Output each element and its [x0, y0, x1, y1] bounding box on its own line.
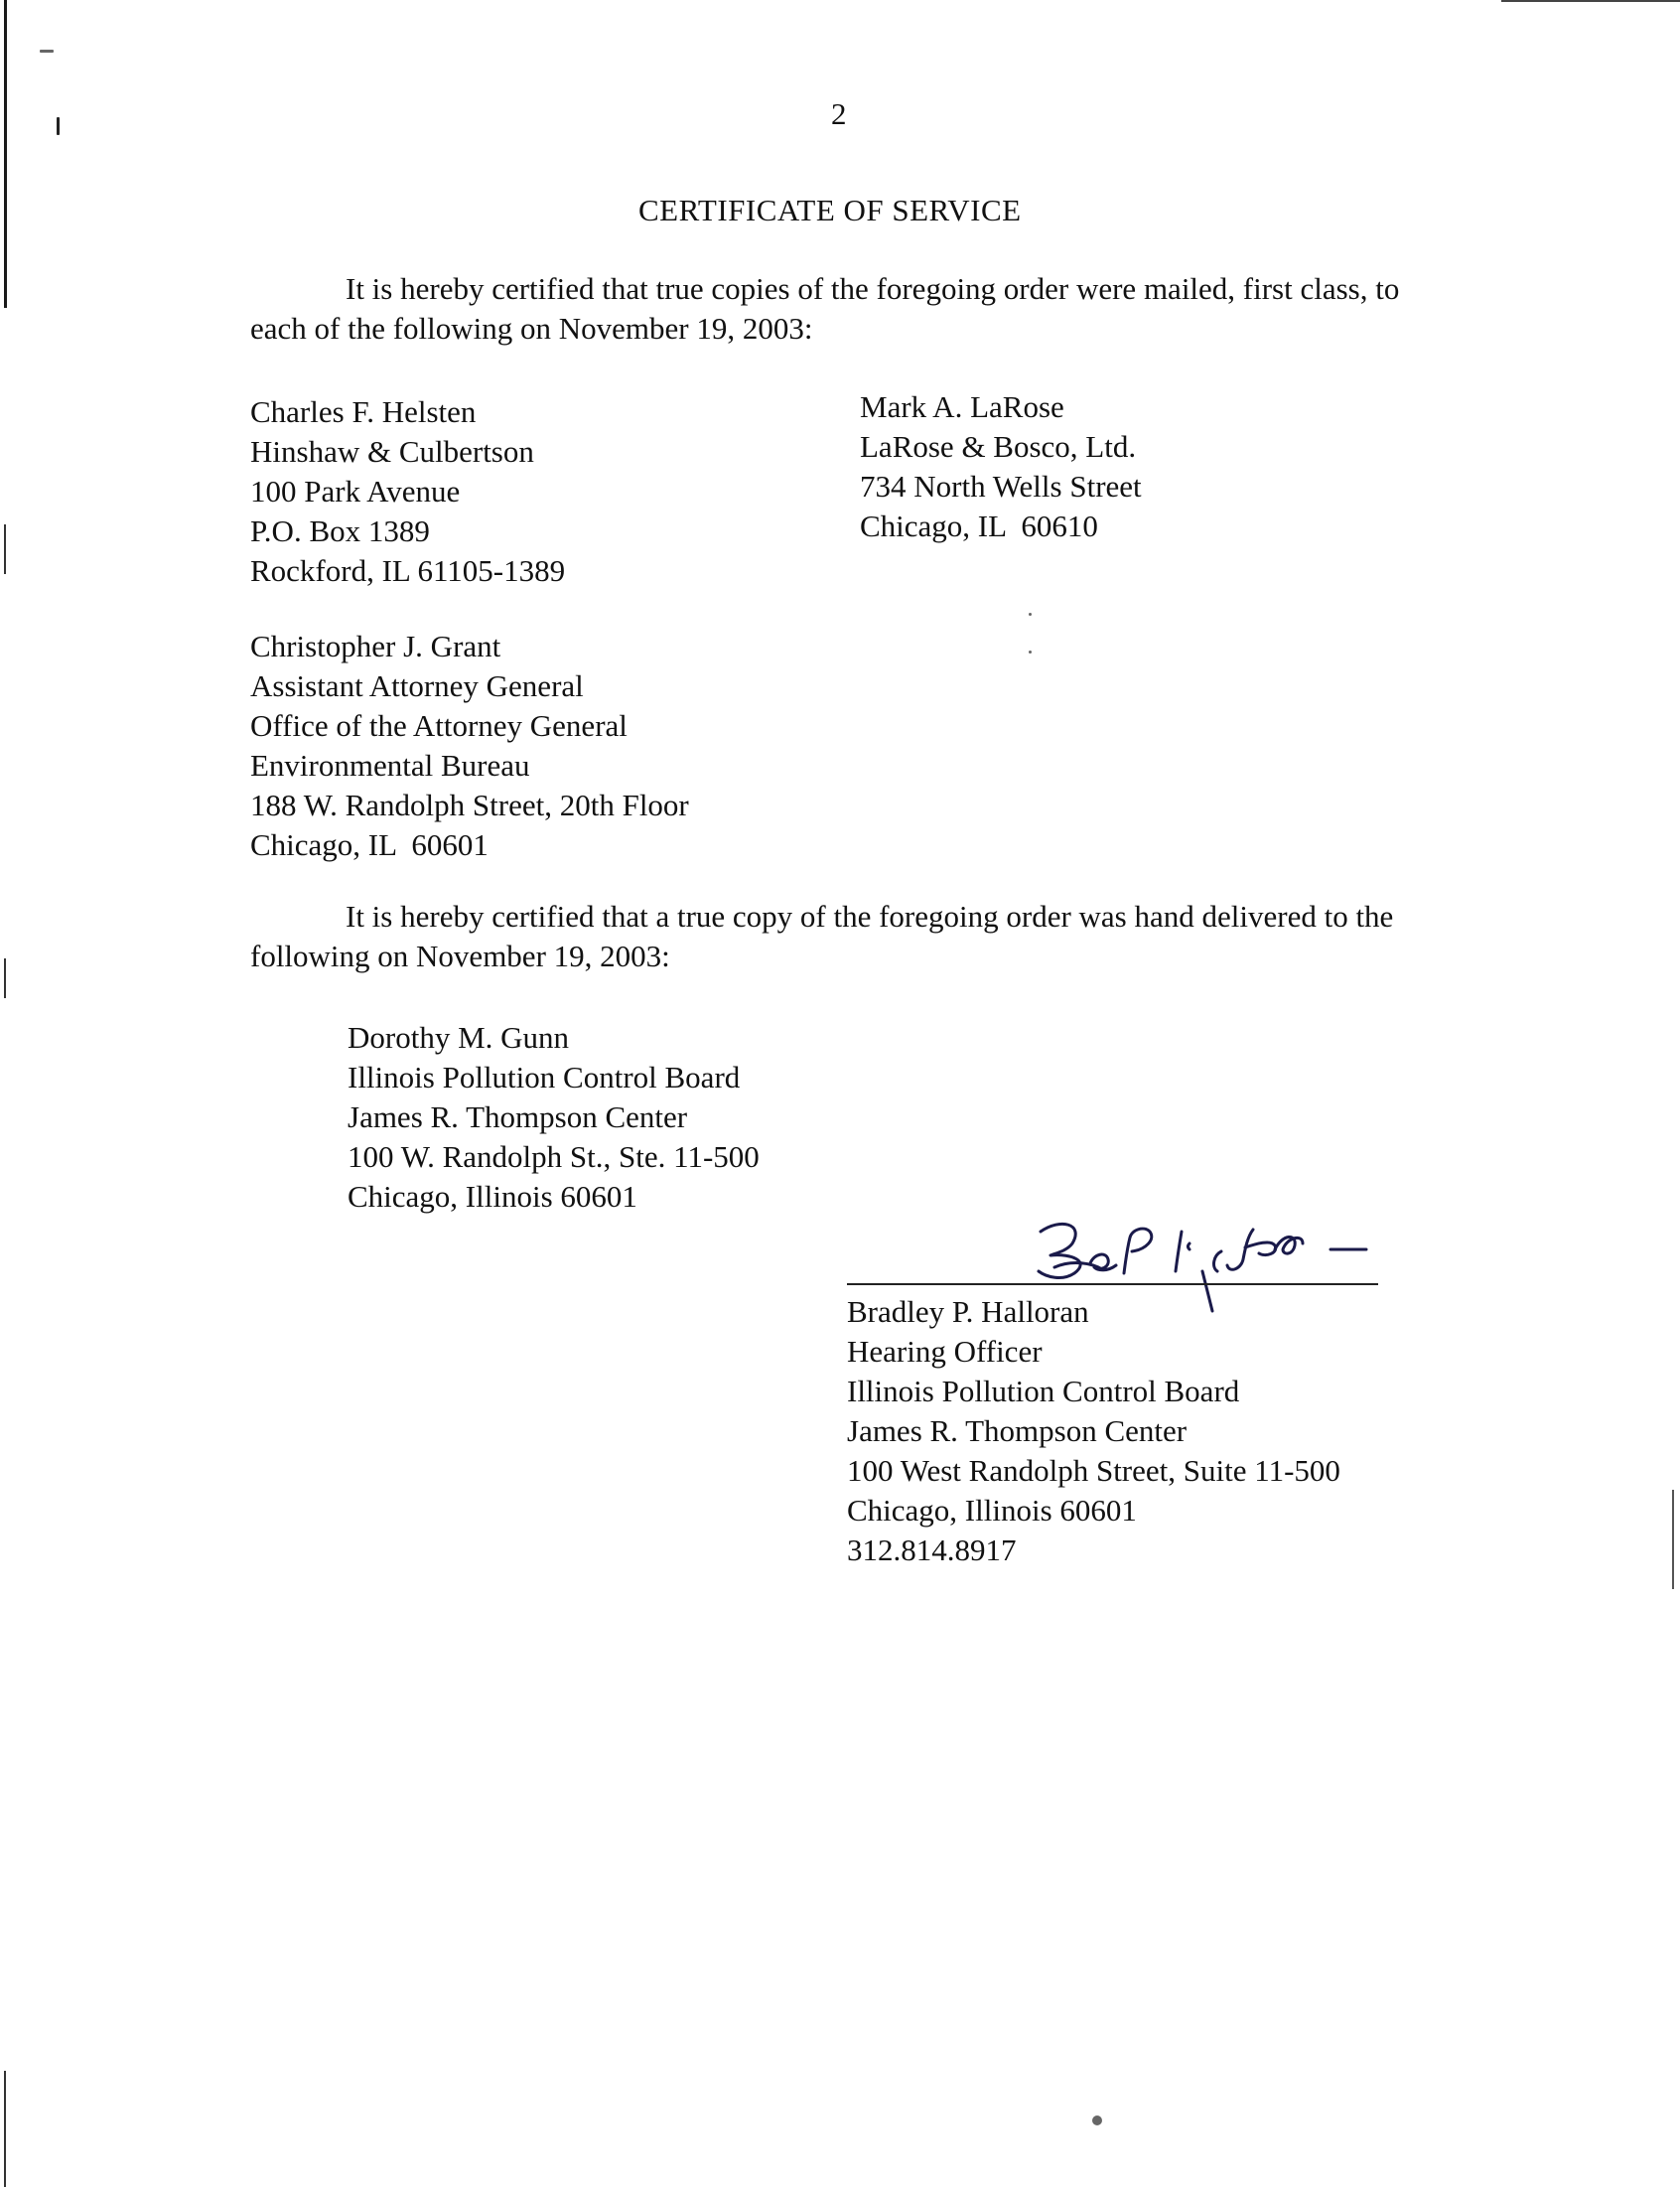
paragraph-text: It is hereby certified that a true copy of the foregoing order was hand delivered to the following on November 19, 2003:	[250, 899, 1394, 973]
address-line: 188 W. Randolph Street, 20th Floor	[250, 788, 689, 822]
scan-edge-mark	[1672, 1490, 1674, 1589]
address-line: Assistant Attorney General	[250, 668, 584, 703]
signatory-title: Hearing Officer	[847, 1334, 1043, 1369]
scan-speck	[1029, 613, 1032, 616]
address-line: Dorothy M. Gunn	[348, 1020, 570, 1055]
address-line: Mark A. LaRose	[860, 389, 1064, 424]
address-line: Office of the Attorney General	[250, 708, 628, 743]
address-line: Hinshaw & Culbertson	[250, 434, 534, 469]
address-line: Environmental Bureau	[250, 748, 530, 783]
address-line: 100 Park Avenue	[250, 474, 461, 509]
signatory-name: Bradley P. Halloran	[847, 1294, 1089, 1329]
certification-paragraph-mailed	[250, 269, 1442, 349]
scan-speck	[57, 117, 60, 135]
scan-edge-mark	[4, 958, 6, 998]
address-line: 100 W. Randolph St., Ste. 11-500	[348, 1139, 760, 1174]
signatory-line: Chicago, Illinois 60601	[847, 1493, 1137, 1528]
paragraph-text: It is hereby certified that true copies of the foregoing order were mailed, first class, to each of the following on November 19, 2003:	[250, 271, 1400, 346]
signatory-line: James R. Thompson Center	[847, 1413, 1188, 1448]
address-line: James R. Thompson Center	[348, 1099, 688, 1134]
signatory-line: 100 West Randolph Street, Suite 11-500	[847, 1453, 1340, 1488]
certification-paragraph-hand-delivered	[250, 897, 1442, 976]
signatory-block	[847, 1292, 1340, 1570]
recipient-address-grant	[250, 627, 689, 865]
scan-speck	[1092, 2115, 1102, 2125]
address-line: 734 North Wells Street	[860, 469, 1142, 504]
scan-edge-mark	[4, 524, 6, 574]
recipient-address-larose	[860, 387, 1142, 546]
signatory-line: Illinois Pollution Control Board	[847, 1374, 1240, 1408]
address-line: Chicago, IL 60601	[250, 827, 489, 862]
scan-speck	[1029, 651, 1032, 654]
signatory-phone: 312.814.8917	[847, 1532, 1017, 1567]
document-title: CERTIFICATE OF SERVICE	[638, 193, 1022, 227]
address-line: P.O. Box 1389	[250, 513, 430, 548]
signature-line	[847, 1283, 1378, 1285]
address-line: Chicago, IL 60610	[860, 509, 1098, 543]
address-line: LaRose & Bosco, Ltd.	[860, 429, 1137, 464]
address-line: Rockford, IL 61105-1389	[250, 553, 566, 588]
recipient-address-helsten	[250, 392, 565, 591]
scan-edge-mark	[1501, 0, 1680, 2]
scan-speck	[40, 50, 54, 53]
address-line: Charles F. Helsten	[250, 394, 477, 429]
recipient-address-gunn	[348, 1018, 760, 1217]
scan-edge-mark	[4, 2071, 6, 2187]
page-number: 2	[831, 96, 847, 131]
scan-edge-mark	[4, 0, 7, 308]
address-line: Chicago, Illinois 60601	[348, 1179, 637, 1214]
address-line: Christopher J. Grant	[250, 629, 501, 663]
address-line: Illinois Pollution Control Board	[348, 1060, 741, 1094]
